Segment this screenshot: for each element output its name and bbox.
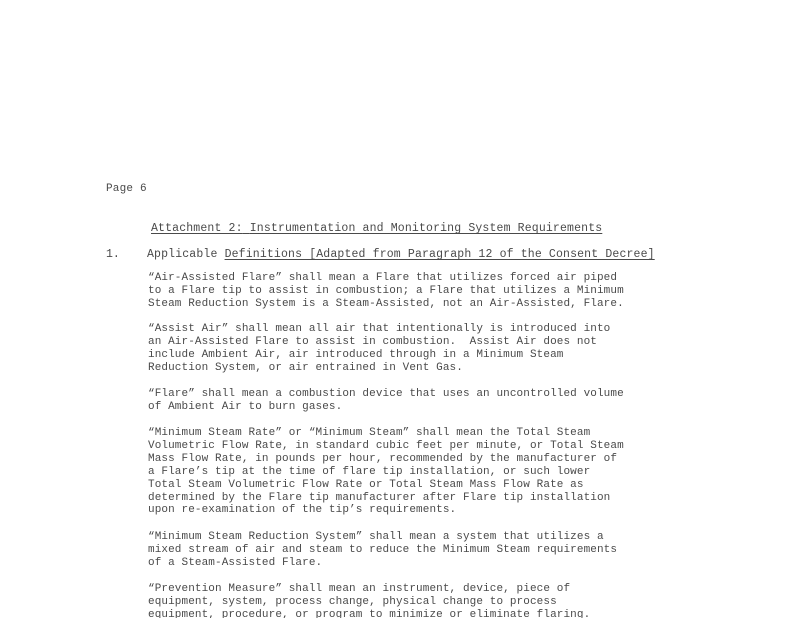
- attachment-title-prefix: Attachment 2:: [151, 222, 243, 235]
- definition-line: an Air-Assisted Flare to assist in combustion. Assist Air does not: [148, 335, 597, 348]
- definition-line: of Ambient Air to burn gases.: [148, 400, 343, 413]
- definition-line: include Ambient Air, air introduced through in a Minimum Steam: [148, 348, 564, 361]
- definition-flare: [148, 388, 668, 414]
- section-heading-underlined: Definitions [Adapted from Paragraph 12 of the Consent Decree]: [224, 248, 655, 261]
- definition-line: mixed stream of air and steam to reduce the Minimum Steam requirements: [148, 543, 618, 556]
- definition-line: Total Steam Volumetric Flow Rate or Total Steam Mass Flow Rate as: [148, 478, 584, 491]
- definition-line: “Minimum Steam Reduction System” shall mean a system that utilizes a: [148, 531, 604, 543]
- attachment-title-text: Instrumentation and Monitoring System Requirements: [249, 222, 603, 235]
- definition-line: “Minimum Steam Rate” or “Minimum Steam” shall mean the Total Steam: [148, 427, 591, 439]
- section-heading-plain: Applicable: [147, 248, 218, 261]
- section-number: 1.: [106, 248, 120, 261]
- definition-line: “Air-Assisted Flare” shall mean a Flare that utilizes forced air piped: [148, 272, 618, 284]
- definition-line: determined by the Flare tip manufacturer after Flare tip installation: [148, 491, 611, 504]
- definition-air-assisted-flare: [148, 272, 668, 311]
- definition-minimum-steam-reduction-system: [148, 531, 668, 570]
- definition-line: “Flare” shall mean a combustion device that uses an uncontrolled volume: [148, 388, 624, 400]
- definition-line: Reduction System, or air entrained in Vent Gas.: [148, 361, 463, 374]
- definition-line: “Assist Air” shall mean all air that intentionally is introduced into: [148, 323, 611, 335]
- definition-line: upon re-examination of the tip’s requirements.: [148, 504, 457, 517]
- definition-line: Mass Flow Rate, in pounds per hour, recommended by the manufacturer of: [148, 452, 618, 465]
- definition-line: equipment, system, process change, physical change to process: [148, 595, 557, 608]
- definition-line: “Prevention Measure” shall mean an instrument, device, piece of: [148, 583, 571, 595]
- definition-assist-air: [148, 323, 668, 375]
- definition-line: equipment, procedure, or program to minimize or eliminate flaring.: [148, 608, 591, 618]
- definition-minimum-steam-rate: [148, 427, 668, 517]
- section-heading: [147, 248, 655, 261]
- definition-line: of a Steam-Assisted Flare.: [148, 556, 323, 569]
- attachment-title: [151, 222, 602, 235]
- page-number: Page 6: [106, 183, 147, 195]
- definition-line: to a Flare tip to assist in combustion; a Flare that utilizes a Minimum: [148, 284, 624, 297]
- definition-line: a Flare’s tip at the time of flare tip installation, or such lower: [148, 465, 591, 478]
- definition-line: Volumetric Flow Rate, in standard cubic feet per minute, or Total Steam: [148, 439, 624, 452]
- definition-prevention-measure: [148, 583, 668, 618]
- definition-line: Steam Reduction System is a Steam-Assisted, not an Air-Assisted, Flare.: [148, 297, 624, 310]
